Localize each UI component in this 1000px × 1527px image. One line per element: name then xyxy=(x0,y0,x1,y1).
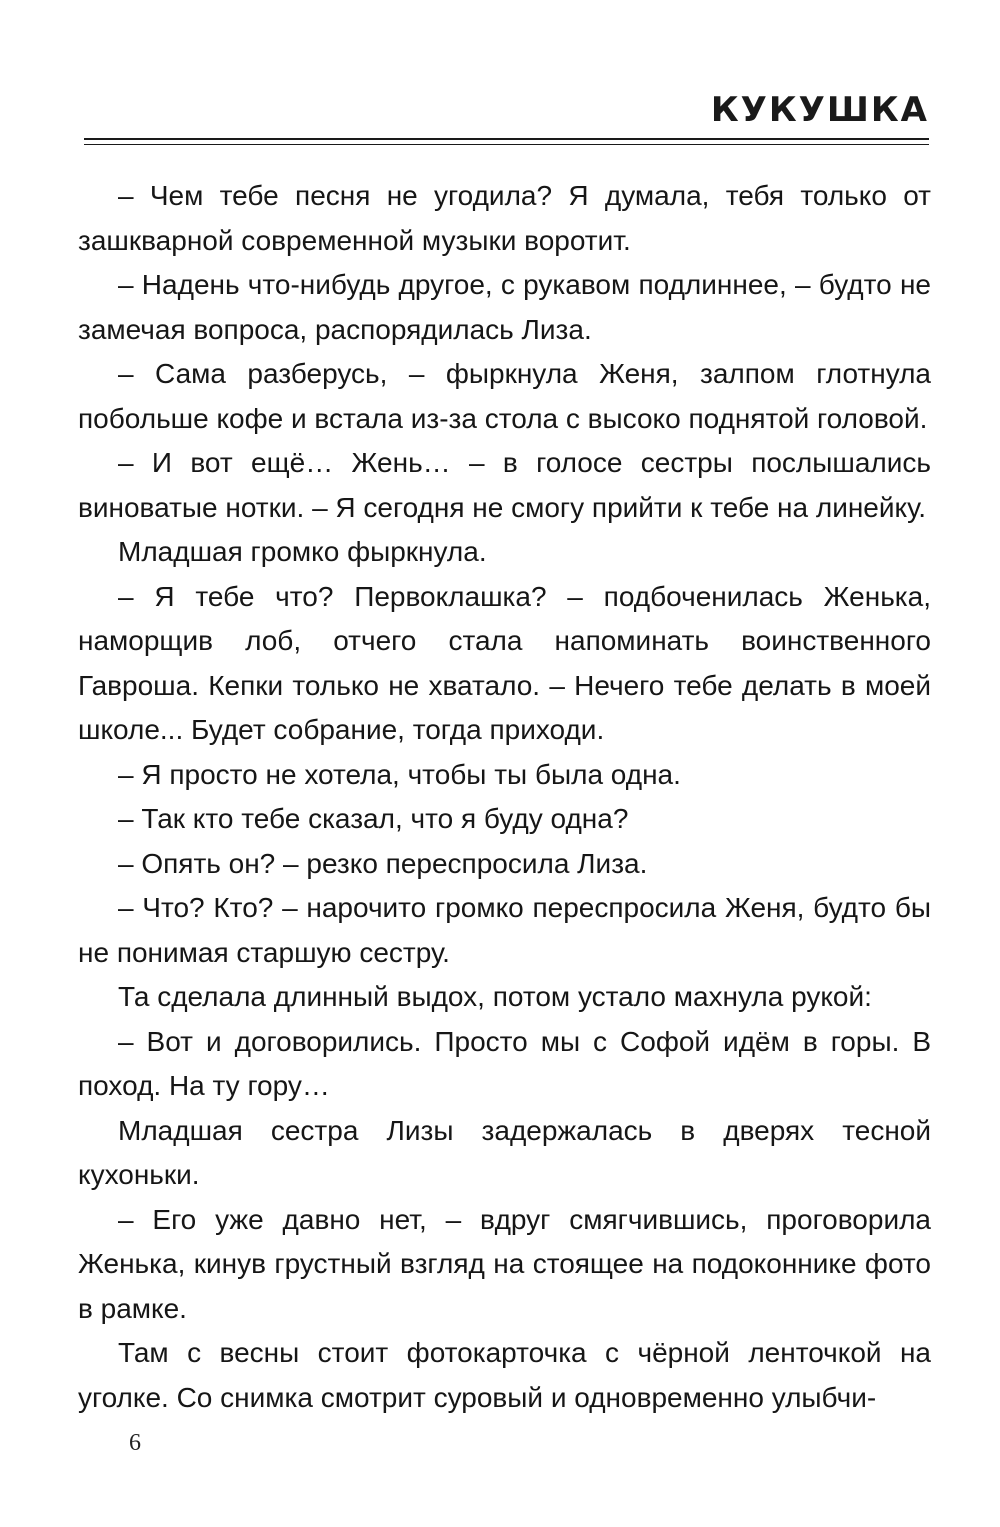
paragraph: Там с весны стоит фотокарточка с чёрной ленточкой на уголке. Со снимка смотрит суровый и одновременно улыбчи- xyxy=(78,1337,931,1413)
page-number: 6 xyxy=(129,1430,141,1456)
paragraph: – Надень что-нибудь другое, с рукавом подлиннее, – будто не замечая вопроса, распорядилась Лиза. xyxy=(78,269,931,345)
paragraph: – Сама разберусь, – фыркнула Женя, залпом глотнула побольше кофе и встала из-за стола с высоко поднятой головой. xyxy=(78,358,931,434)
paragraph: – Что? Кто? – нарочито громко переспросила Женя, будто бы не понимая старшую сестру. xyxy=(78,892,931,968)
paragraph: – Так кто тебе сказал, что я буду одна? xyxy=(118,803,629,834)
paragraph: Младшая громко фыркнула. xyxy=(118,536,487,567)
text-body xyxy=(78,174,931,1420)
paragraph: – Вот и договорились. Просто мы с Софой идём в горы. В поход. На ту гору… xyxy=(78,1025,931,1101)
paragraph: Младшая сестра Лизы задержалась в дверях тесной кухоньки. xyxy=(78,1114,931,1190)
paragraph: Та сделала длинный выдох, потом устало махнула рукой: xyxy=(118,981,872,1012)
paragraph: – Я просто не хотела, чтобы ты была одна. xyxy=(118,758,681,790)
header-rule xyxy=(84,138,929,145)
paragraph: – Чем тебе песня не угодила? Я думала, тебя только от зашкварной современной музыки воротит. xyxy=(78,180,931,256)
paragraph: – Опять он? – резко переспросила Лиза. xyxy=(118,847,648,879)
paragraph: – И вот ещё… Жень… – в голосе сестры послышались виноватые нотки. – Я сегодня не смогу прийти к тебе на линейку. xyxy=(78,447,931,523)
running-title: КУКУШКА xyxy=(710,90,929,130)
page-header xyxy=(84,88,929,145)
paragraph: – Я тебе что? Первоклашка? – подбоченилась Женька, наморщив лоб, отчего стала напоминать воинственного Гавроша. Кепки только не хватало. – Нечего тебе делать в моей школе... Будет собрание, тогда приходи. xyxy=(78,580,931,745)
paragraph: – Его уже давно нет, – вдруг смягчившись, проговорила Женька, кинув грустный взгляд на стоящее на подоконнике фото в рамке. xyxy=(78,1203,931,1324)
